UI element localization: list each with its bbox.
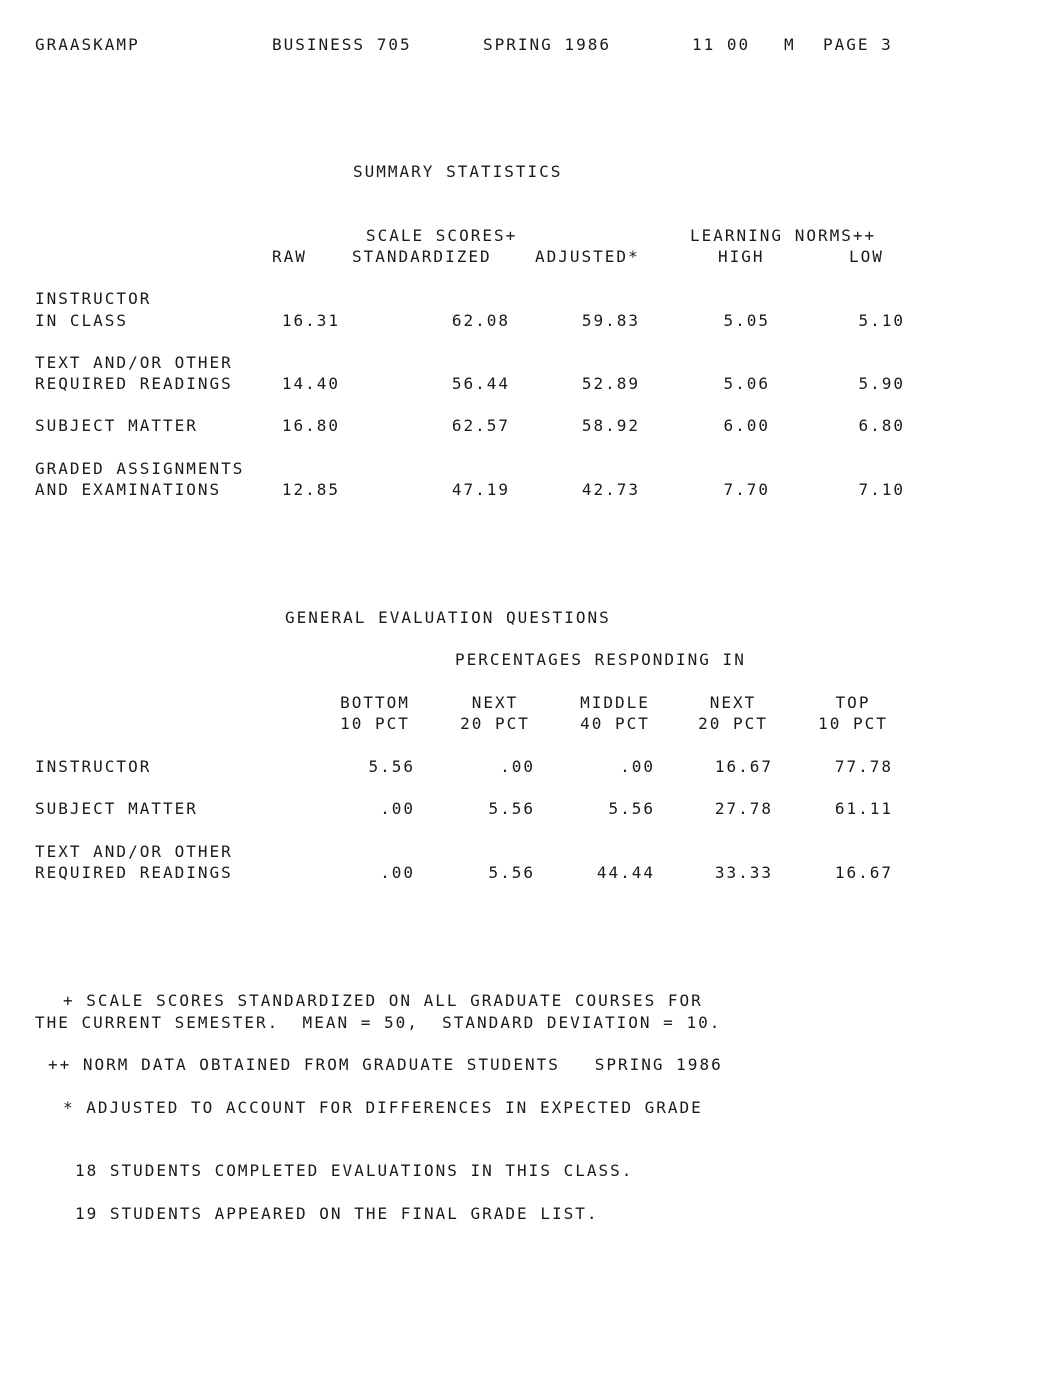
summary-adjusted: 42.73: [581, 480, 640, 499]
general-value: 44.44: [596, 863, 655, 882]
students-completed: 18 STUDENTS COMPLETED EVALUATIONS IN THIS CLASS.: [75, 1161, 634, 1180]
summary-adjusted: 58.92: [581, 416, 640, 435]
summary-low: 7.10: [858, 480, 905, 499]
general-value: 16.67: [834, 863, 893, 882]
general-value: 61.11: [834, 799, 893, 818]
summary-raw: 12.85: [281, 480, 340, 499]
general-value: 5.56: [488, 863, 535, 882]
header-meridian: M: [784, 35, 796, 54]
col-standardized: STANDARDIZED: [352, 247, 492, 266]
summary-standardized: 47.19: [451, 480, 510, 499]
summary-row-label: GRADED ASSIGNMENTS: [35, 459, 245, 478]
summary-row-label: AND EXAMINATIONS: [35, 480, 222, 499]
col-bottom-pct: 10 PCT: [340, 714, 410, 733]
general-row-label: REQUIRED READINGS: [35, 863, 233, 882]
header-time: 11 00: [692, 35, 751, 54]
col-raw: RAW: [272, 247, 307, 266]
summary-high: 5.06: [723, 374, 770, 393]
summary-row-label: IN CLASS: [35, 311, 129, 330]
col-top: TOP: [835, 693, 871, 712]
general-value: .00: [380, 863, 415, 882]
general-value: 27.78: [714, 799, 773, 818]
general-row-label: TEXT AND/OR OTHER: [35, 842, 233, 861]
summary-row-label: REQUIRED READINGS: [35, 374, 233, 393]
summary-low: 5.10: [858, 311, 905, 330]
summary-row-label: TEXT AND/OR OTHER: [35, 353, 233, 372]
learning-norms-heading: LEARNING NORMS++: [690, 226, 877, 245]
col-middle-pct: 40 PCT: [580, 714, 650, 733]
header-term: SPRING 1986: [483, 35, 611, 54]
col-next-low-pct: 20 PCT: [460, 714, 530, 733]
summary-adjusted: 59.83: [581, 311, 640, 330]
summary-standardized: 62.08: [451, 311, 510, 330]
general-subtitle: PERCENTAGES RESPONDING IN: [455, 650, 746, 669]
col-top-pct: 10 PCT: [818, 714, 888, 733]
col-high: HIGH: [718, 247, 765, 266]
col-adjusted: ADJUSTED*: [535, 247, 640, 266]
col-next-high-pct: 20 PCT: [698, 714, 768, 733]
summary-adjusted: 52.89: [581, 374, 640, 393]
summary-high: 7.70: [723, 480, 770, 499]
general-value: .00: [500, 757, 535, 776]
students-appeared: 19 STUDENTS APPEARED ON THE FINAL GRADE LIST.: [75, 1204, 599, 1223]
footnote-adjusted: * ADJUSTED TO ACCOUNT FOR DIFFERENCES IN EXPECTED GRADE: [63, 1098, 703, 1117]
header-page: PAGE 3: [823, 35, 893, 54]
general-title: GENERAL EVALUATION QUESTIONS: [285, 608, 611, 627]
general-value: 16.67: [714, 757, 773, 776]
summary-low: 6.80: [858, 416, 905, 435]
footnote-norm-data: ++ NORM DATA OBTAINED FROM GRADUATE STUDENTS SPRING 1986: [48, 1055, 723, 1074]
footnote-scale-scores-cont: THE CURRENT SEMESTER. MEAN = 50, STANDARD DEVIATION = 10.: [35, 1013, 722, 1032]
general-value: 5.56: [608, 799, 655, 818]
general-value: 77.78: [834, 757, 893, 776]
summary-row-label: SUBJECT MATTER: [35, 416, 198, 435]
general-row-label: SUBJECT MATTER: [35, 799, 198, 818]
summary-standardized: 56.44: [451, 374, 510, 393]
col-next-low: NEXT: [471, 693, 519, 712]
general-row-label: INSTRUCTOR: [35, 757, 152, 776]
general-value: 5.56: [488, 799, 535, 818]
summary-high: 6.00: [723, 416, 770, 435]
col-next-high: NEXT: [709, 693, 757, 712]
footnote-scale-scores: + SCALE SCORES STANDARDIZED ON ALL GRADUATE COURSES FOR: [63, 991, 703, 1010]
summary-standardized: 62.57: [451, 416, 510, 435]
header-course: BUSINESS 705: [272, 35, 412, 54]
col-bottom: BOTTOM: [340, 693, 410, 712]
summary-raw: 14.40: [281, 374, 340, 393]
header-name: GRAASKAMP: [35, 35, 140, 54]
summary-title: SUMMARY STATISTICS: [353, 162, 563, 181]
summary-row-label: INSTRUCTOR: [35, 289, 152, 308]
summary-high: 5.05: [723, 311, 770, 330]
general-value: 33.33: [714, 863, 773, 882]
general-value: .00: [380, 799, 415, 818]
col-low: LOW: [849, 247, 884, 266]
general-value: .00: [620, 757, 655, 776]
scale-scores-heading: SCALE SCORES+: [366, 226, 518, 245]
summary-low: 5.90: [858, 374, 905, 393]
col-middle: MIDDLE: [580, 693, 650, 712]
general-value: 5.56: [368, 757, 415, 776]
summary-raw: 16.80: [281, 416, 340, 435]
summary-raw: 16.31: [281, 311, 340, 330]
